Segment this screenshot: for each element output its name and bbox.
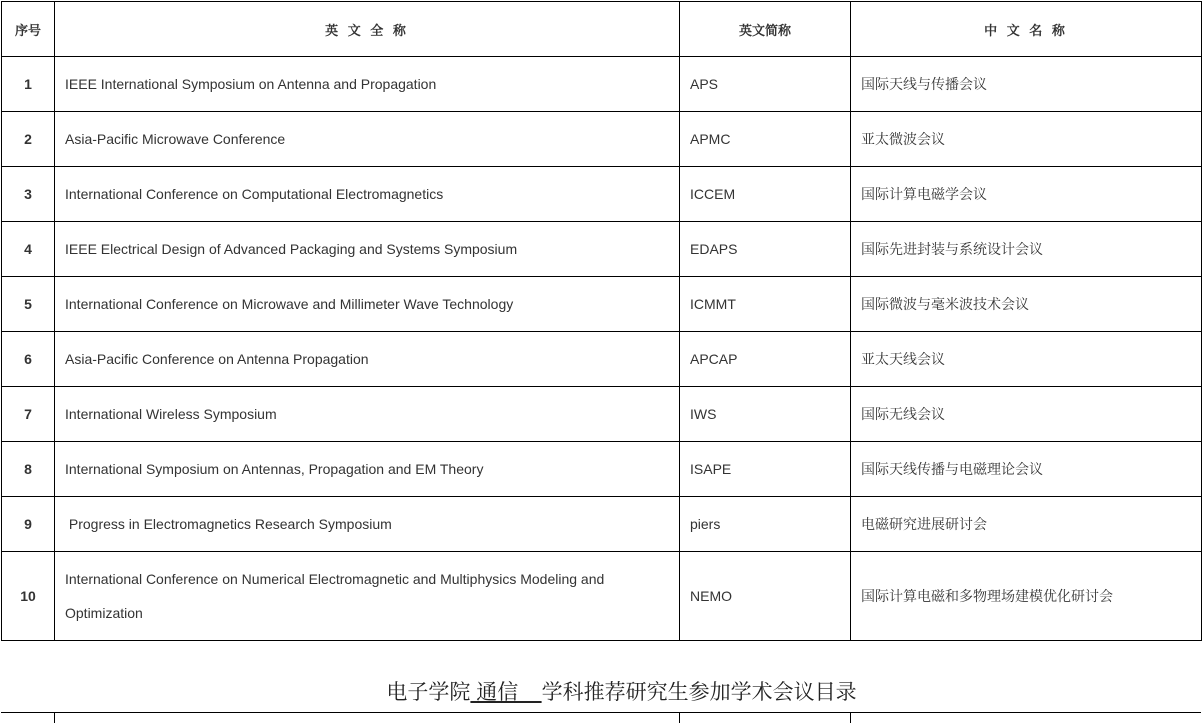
header-index: 序号 bbox=[2, 2, 55, 57]
table-row bbox=[2, 387, 1202, 442]
cell-index: 8 bbox=[2, 442, 55, 497]
cell-english-abbr: APS bbox=[680, 57, 851, 112]
cell-english-abbr: NEMO bbox=[680, 552, 851, 641]
header-english-abbr: 英文简称 bbox=[680, 2, 851, 57]
table-row bbox=[2, 112, 1202, 167]
cell-english-abbr: EDAPS bbox=[680, 222, 851, 277]
table-header-row bbox=[2, 2, 1202, 57]
next-table-top bbox=[1, 712, 1201, 723]
table-row bbox=[2, 57, 1202, 112]
header-english-full: 英 文 全 称 bbox=[55, 2, 680, 57]
cell-english-abbr: APCAP bbox=[680, 332, 851, 387]
cell-english-full: Progress in Electromagnetics Research Symposium bbox=[55, 497, 680, 552]
cell-english-full: International Conference on Microwave and Millimeter Wave Technology bbox=[55, 277, 680, 332]
cell-english-full: International Wireless Symposium bbox=[55, 387, 680, 442]
section-title bbox=[0, 676, 1202, 706]
cell-english-abbr: ICCEM bbox=[680, 167, 851, 222]
table-row bbox=[2, 552, 1202, 641]
cell-english-full: IEEE International Symposium on Antenna and Propagation bbox=[55, 57, 680, 112]
conference-table bbox=[1, 1, 1202, 641]
cell-chinese-name: 国际天线传播与电磁理论会议 bbox=[851, 442, 1202, 497]
cell-index: 10 bbox=[2, 552, 55, 641]
cell-chinese-name: 国际天线与传播会议 bbox=[851, 57, 1202, 112]
title-suffix: 学科推荐研究生参加学术会议目录 bbox=[541, 681, 857, 704]
cell-chinese-name: 国际计算电磁和多物理场建模优化研讨会 bbox=[851, 552, 1202, 641]
cell-english-abbr: ISAPE bbox=[680, 442, 851, 497]
table-row bbox=[2, 442, 1202, 497]
cell-chinese-name: 国际先进封装与系统设计会议 bbox=[851, 222, 1202, 277]
cell-index: 7 bbox=[2, 387, 55, 442]
cell-english-abbr: APMC bbox=[680, 112, 851, 167]
cell-chinese-name: 亚太天线会议 bbox=[851, 332, 1202, 387]
header-chinese-name: 中 文 名 称 bbox=[851, 2, 1202, 57]
cell-english-full: International Conference on Numerical Electromagnetic and Multiphysics Modeling and Optimization bbox=[55, 552, 680, 641]
table-row bbox=[2, 167, 1202, 222]
title-prefix: 电子学院 bbox=[386, 681, 471, 704]
cell-index: 2 bbox=[2, 112, 55, 167]
cell-index: 1 bbox=[2, 57, 55, 112]
table-row bbox=[2, 497, 1202, 552]
cell-index: 9 bbox=[2, 497, 55, 552]
cell-index: 4 bbox=[2, 222, 55, 277]
title-subject: 通信 bbox=[470, 681, 542, 704]
cell-chinese-name: 电磁研究进展研讨会 bbox=[851, 497, 1202, 552]
table-row bbox=[2, 277, 1202, 332]
cell-chinese-name: 亚太微波会议 bbox=[851, 112, 1202, 167]
cell-english-abbr: IWS bbox=[680, 387, 851, 442]
cell-chinese-name: 国际计算电磁学会议 bbox=[851, 167, 1202, 222]
cell-english-full: Asia-Pacific Conference on Antenna Propagation bbox=[55, 332, 680, 387]
cell-index: 3 bbox=[2, 167, 55, 222]
cell-english-full: International Conference on Computational Electromagnetics bbox=[55, 167, 680, 222]
cell-chinese-name: 国际微波与毫米波技术会议 bbox=[851, 277, 1202, 332]
table-row bbox=[2, 332, 1202, 387]
cell-english-abbr: piers bbox=[680, 497, 851, 552]
cell-english-abbr: ICMMT bbox=[680, 277, 851, 332]
cell-english-full: Asia-Pacific Microwave Conference bbox=[55, 112, 680, 167]
cell-index: 5 bbox=[2, 277, 55, 332]
cell-index: 6 bbox=[2, 332, 55, 387]
table-row bbox=[2, 222, 1202, 277]
cell-english-full: IEEE Electrical Design of Advanced Packaging and Systems Symposium bbox=[55, 222, 680, 277]
cell-english-full: International Symposium on Antennas, Propagation and EM Theory bbox=[55, 442, 680, 497]
cell-chinese-name: 国际无线会议 bbox=[851, 387, 1202, 442]
